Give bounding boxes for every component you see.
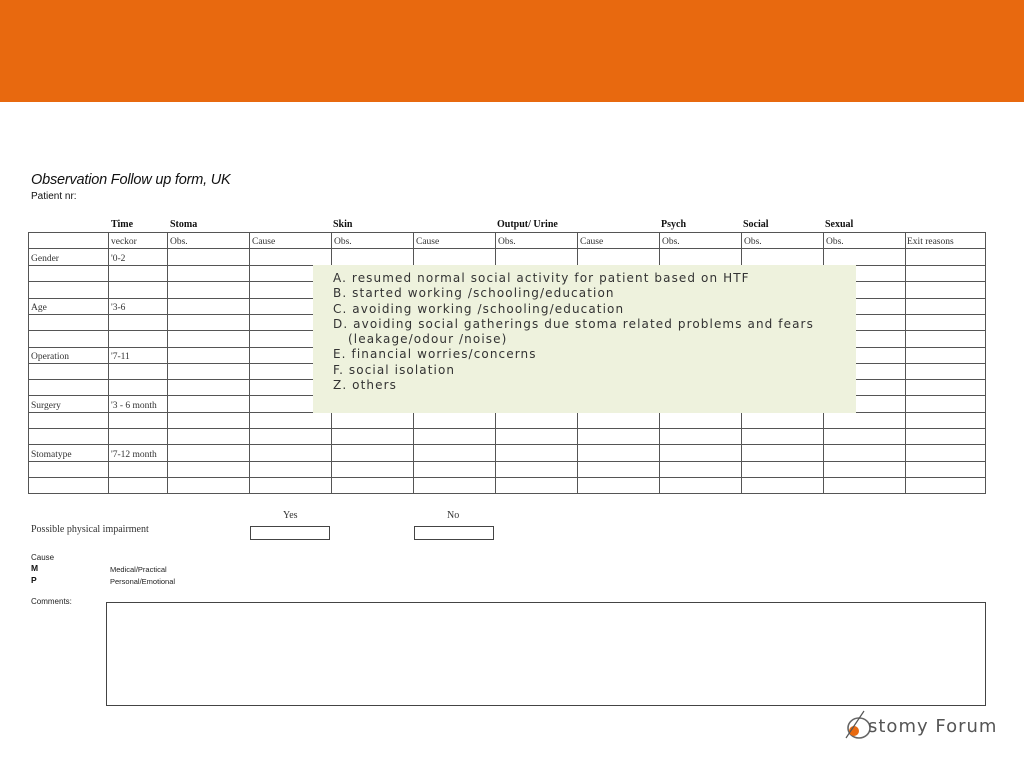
legend-item-c: C. avoiding working /schooling/education [333,301,625,316]
cause-desc-p: Personal/Emotional [110,577,176,586]
subheader-output-cause: Cause [580,237,604,247]
cause-code-m: M [31,563,39,573]
subheader-skin-cause: Cause [416,237,440,247]
table-rule [28,428,986,429]
row-label-gender: Gender [31,254,59,264]
header-skin: Skin [333,219,353,230]
row-label-operation: Operation [31,352,69,362]
legend-item-b: B. started working /schooling/education [333,286,615,301]
row-label-age: Age [31,303,47,313]
row-time-stomatype: '7-12 month [111,450,157,460]
no-checkbox[interactable] [414,526,494,540]
row-label-stomatype: Stomatype [31,450,72,460]
comments-field[interactable] [106,602,986,706]
logo-text: stomy Forum [868,716,998,737]
yes-label: Yes [283,510,298,521]
table-rule [28,232,29,494]
legend-item-d-detail: (leakage/odour /noise) [348,332,508,347]
header-psych: Psych [661,219,686,230]
table-rule [985,232,986,494]
no-label: No [447,510,460,521]
row-time-age: '3-6 [111,303,126,313]
table-rule [28,248,986,249]
legend-item-z: Z. others [333,378,397,393]
legend-item-d: D. avoiding social gatherings due stoma related problems and fears [333,316,814,331]
table-rule [28,461,986,462]
legend-item-f: F. social isolation [333,362,456,377]
header-sexual: Sexual [825,219,854,230]
physical-impairment-label: Possible physical impairment [31,524,149,535]
form-title: Observation Follow up form, UK [31,172,231,188]
table-rule [108,232,109,494]
yes-checkbox[interactable] [250,526,330,540]
row-label-surgery: Surgery [31,401,61,411]
subheader-output-obs: Obs. [498,237,516,247]
table-rule [167,232,168,494]
cause-code-p: P [31,575,37,585]
table-rule [28,477,986,478]
cause-desc-m: Medical/Practical [110,565,167,574]
subheader-stoma-cause: Cause [252,237,276,247]
table-rule [905,232,906,494]
header-banner [0,0,1024,102]
header-output-urine: Output/ Urine [497,219,558,230]
legend-item-e: E. financial worries/concerns [333,347,537,362]
subheader-stoma-obs: Obs. [170,237,188,247]
row-time-surgery: '3 - 6 month [111,401,157,411]
subheader-skin-obs: Obs. [334,237,352,247]
table-rule [28,493,986,494]
subheader-social-obs: Obs. [744,237,762,247]
social-legend-box [313,265,856,413]
patient-nr-label: Patient nr: [31,191,77,202]
comments-label: Comments: [31,597,72,606]
row-time-gender: '0-2 [111,254,126,264]
subheader-veckor: veckor [111,237,137,247]
header-stoma: Stoma [170,219,198,230]
subheader-exit-reasons: Exit reasons [907,237,954,247]
header-social: Social [743,219,769,230]
header-time: Time [111,219,134,230]
table-rule [249,232,250,494]
subheader-sexual-obs: Obs. [826,237,844,247]
table-rule [28,444,986,445]
cause-title: Cause [31,553,55,562]
subheader-psych-obs: Obs. [662,237,680,247]
table-rule [28,232,986,233]
legend-item-a: A. resumed normal social activity for patient based on HTF [333,271,750,285]
row-time-operation: '7-11 [111,352,130,362]
